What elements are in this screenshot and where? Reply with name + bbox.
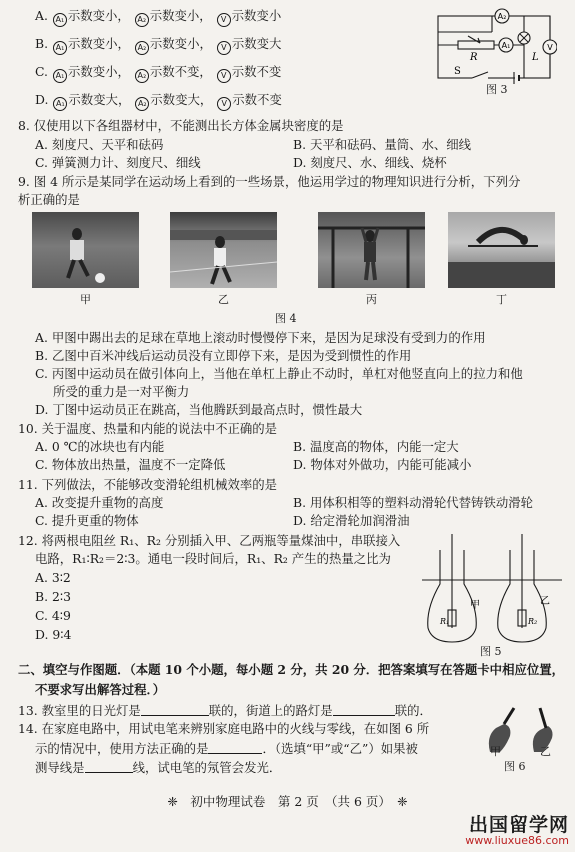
q13-blank-2 — [333, 704, 395, 716]
fig5-r2-label: R₂ — [528, 617, 538, 626]
voltmeter-icon: V — [217, 69, 231, 83]
fig5-r1-label: R₁ — [440, 617, 450, 626]
q7-option-d — [35, 94, 282, 111]
photo-label-yi: 乙 — [218, 293, 229, 306]
section-2-title: 二、填空与作图题．（本题 10 个小题，每小题 2 分，共 20 分．把答案填写在答题卡中相应位置， — [18, 662, 565, 677]
q14-text: 线，试电笔的氖管会发光． — [132, 760, 282, 775]
section-2-heading-cont — [35, 684, 165, 696]
photo-label-bing: 丙 — [366, 293, 377, 306]
watermark-title: 出国留学网 — [468, 814, 569, 836]
q9-option-a: A. 甲图中踢出去的足球在草地上滚动时慢慢停下来，是因为足球没有受到力的作用 — [35, 330, 486, 345]
watermark — [465, 816, 569, 846]
figure-5-caption: 图 5 — [480, 645, 502, 658]
option-text: 示数变大 — [231, 36, 282, 51]
photo-high-jump — [448, 212, 555, 288]
page-footer: ❈ 初中物理试卷 第 2 页 （共 6 页） ❈ — [167, 794, 408, 809]
fig3-s-label: S — [454, 66, 461, 77]
option-text: 示数变小， — [67, 64, 130, 79]
option-text: 示数变小， — [67, 8, 130, 23]
fig5-jia-label: 甲 — [470, 600, 480, 611]
figure-4-caption: 图 4 — [275, 312, 297, 325]
q11-option-d: D. 给定滑轮加润滑油 — [293, 513, 410, 528]
q11-option-c: C. 提升更重的物体 — [35, 513, 139, 528]
ammeter-a2-icon: A₂ — [135, 13, 149, 27]
fig3-l-label: L — [532, 52, 539, 63]
option-text: 示数变小， — [149, 8, 212, 23]
q14-line-1: 14. 在家庭电路中，用试电笔来辨别家庭电路中的火线与零线，在如图 6 所 — [18, 721, 430, 736]
q10-stem: 10. 关于温度、热量和内能的说法中不正确的是 — [18, 421, 278, 436]
q11-option-b: B. 用体积相等的塑料动滑轮代替铸铁动滑轮 — [293, 495, 534, 510]
option-text: 示数不变 — [231, 64, 282, 79]
watermark-url: www.liuxue86.com — [465, 834, 569, 847]
fig3-a2-label: A₂ — [497, 12, 507, 21]
q12-stem: 12. 将两根电阻丝 R₁、R₂ 分别插入甲、乙两瓶等量煤油中，串联接入 — [18, 533, 401, 548]
q9-option-c-cont: 所受的重力是一对平衡力 — [53, 384, 190, 399]
fig3-a1-label: A₁ — [501, 41, 511, 50]
ammeter-a1-icon: A₁ — [53, 13, 67, 27]
photo-sprint — [170, 212, 277, 288]
q12-option-c: C. 4∶9 — [35, 608, 71, 623]
q10-option-a: A. 0 ℃的冰块也有内能 — [35, 439, 165, 454]
q13 — [18, 704, 432, 717]
photo-label-jia: 甲 — [80, 293, 91, 306]
fig6-yi-label: 乙 — [540, 745, 551, 758]
q7-option-c — [35, 66, 281, 83]
option-letter: C. — [35, 64, 48, 79]
q14-text: 测导线是 — [35, 760, 85, 775]
q7-option-b — [35, 38, 281, 55]
section-2-heading — [18, 664, 564, 676]
figure-5-flasks — [422, 528, 562, 648]
q12-option-d: D. 9∶4 — [35, 627, 72, 642]
q11-stem: 11. 下列做法，不能够改变滑轮组机械效率的是 — [18, 477, 278, 492]
q14-text: 示的情况中，使用方法正确的是 — [35, 741, 209, 756]
voltmeter-icon: V — [217, 13, 231, 27]
option-letter: B. — [35, 36, 49, 51]
q8-option-c: C. 弹簧测力计、刻度尺、细线 — [35, 155, 201, 170]
q12-option-b: B. 2∶3 — [35, 589, 71, 604]
option-text: 示数变小 — [231, 8, 282, 23]
q13-text: 联的． — [394, 703, 432, 718]
option-letter: D. — [35, 92, 49, 107]
ammeter-a2-icon: A₂ — [135, 41, 149, 55]
option-text: 示数变大， — [150, 92, 213, 107]
figure-6-caption: 图 6 — [504, 760, 526, 773]
q8-option-d: D. 刻度尺、水、细线、烧杯 — [293, 155, 447, 170]
ammeter-a1-icon: A₁ — [53, 69, 67, 83]
q9-option-b: B. 乙图中百米冲线后运动员没有立即停下来，是因为受到惯性的作用 — [35, 348, 412, 363]
q10-option-d: D. 物体对外做功，内能可能减小 — [293, 457, 472, 472]
q14-blank-1 — [208, 742, 262, 754]
q8-option-a: A. 刻度尺、天平和砝码 — [35, 137, 164, 152]
q14-blank-2 — [85, 761, 133, 773]
ammeter-a1-icon: A₁ — [53, 41, 67, 55]
fig6-jia-label: 甲 — [490, 745, 501, 758]
ammeter-a2-icon: A₂ — [135, 97, 149, 111]
fig3-v-label: V — [547, 43, 553, 52]
photo-label-ding: 丁 — [496, 293, 507, 306]
q11-option-a: A. 改变提升重物的高度 — [35, 495, 164, 510]
q12-stem-cont: 电路，R₁∶R₂＝2∶3。通电一段时间后，R₁、R₂ 产生的热量之比为 — [35, 551, 391, 566]
option-text: 示数变小， — [68, 36, 130, 51]
ammeter-a1-icon: A₁ — [53, 97, 67, 111]
photo-pullup — [318, 212, 425, 288]
q14-text: ．（选填“甲”或“乙”）如果被 — [262, 741, 418, 756]
q7-option-a — [35, 10, 281, 27]
figure-3-caption: 图 3 — [486, 83, 508, 96]
q10-option-c: C. 物体放出热量，温度不一定降低 — [35, 457, 226, 472]
q13-text: 联的，街道上的路灯是 — [208, 703, 333, 718]
option-letter: A. — [35, 8, 48, 23]
q9-stem-cont: 析正确的是 — [18, 192, 80, 207]
q9-option-d: D. 丁图中运动员正在跳高，当他腾跃到最高点时，惯性最大 — [35, 402, 363, 417]
option-text: 示数不变 — [232, 92, 282, 107]
voltmeter-icon: V — [217, 41, 231, 55]
fig3-r-label: R — [470, 52, 478, 63]
q8-option-b: B. 天平和砝码、量筒、水、细线 — [293, 137, 472, 152]
q8-stem: 8. 仅使用以下各组器材中，不能测出长方体金属块密度的是 — [18, 118, 344, 133]
q9-stem: 9. 图 4 所示是某同学在运动场上看到的一些场景，他运用学过的物理知识进行分析，下列分 — [18, 174, 521, 189]
photo-soccer — [32, 212, 139, 288]
fig5-yi-label: 乙 — [540, 596, 550, 607]
q13-blank-1 — [141, 704, 209, 716]
q10-option-b: B. 温度高的物体，内能一定大 — [293, 439, 459, 454]
option-text: 示数不变， — [149, 64, 212, 79]
q9-option-c: C. 丙图中运动员在做引体向上，当他在单杠上静止不动时，单杠对他竖直向上的拉力和他 — [35, 366, 523, 381]
q12-option-a: A. 3∶2 — [35, 570, 71, 585]
option-text: 示数变大， — [68, 92, 131, 107]
voltmeter-icon: V — [217, 97, 231, 111]
q14-line-3 — [35, 761, 281, 774]
ammeter-a2-icon: A₂ — [135, 69, 149, 83]
option-text: 示数变小， — [149, 36, 212, 51]
q13-text: 13. 教室里的日光灯是 — [18, 703, 141, 718]
q14-line-2 — [35, 742, 418, 755]
section-2-title-cont: 不要求写出解答过程．） — [35, 682, 166, 697]
